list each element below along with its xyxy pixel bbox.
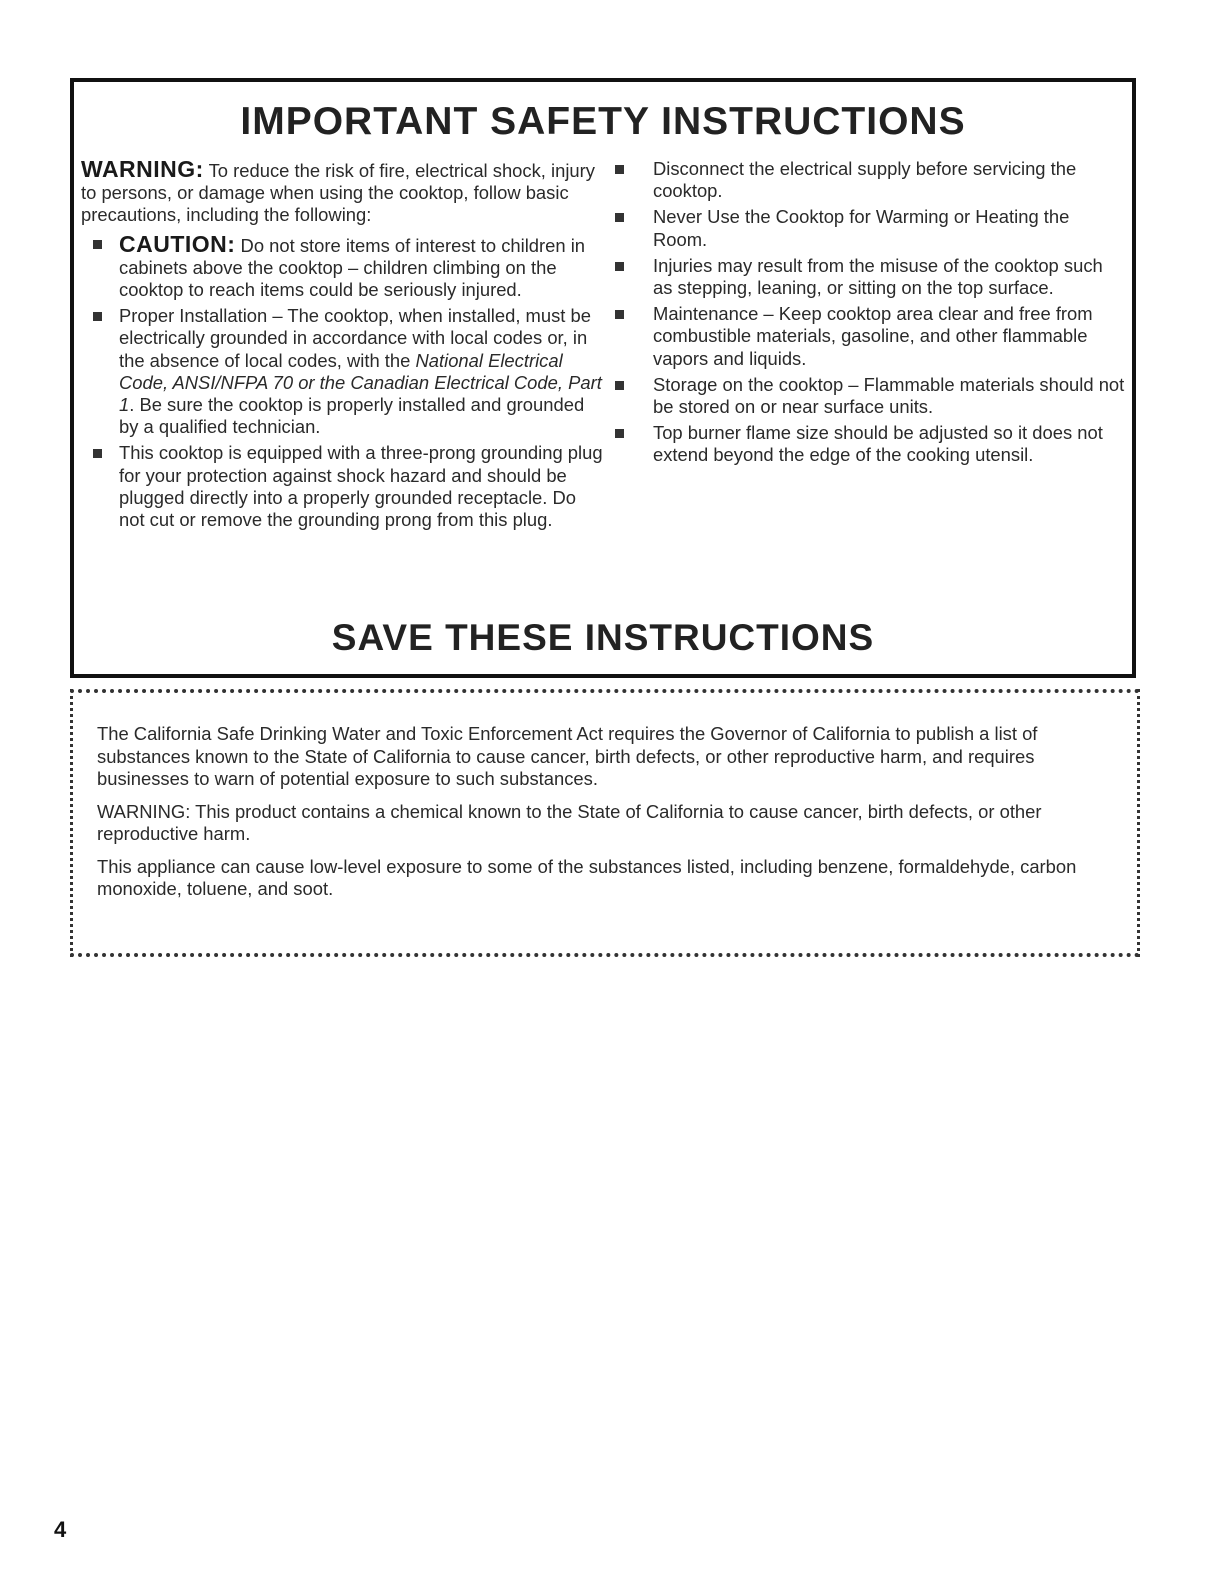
proper-installation-item — [81, 305, 606, 438]
caution-item — [81, 230, 606, 302]
square-bullet-icon — [93, 312, 102, 321]
three-prong-item — [81, 442, 606, 531]
square-bullet-icon — [615, 213, 624, 222]
california-warning-paragraph: WARNING: This product contains a chemical known to the State of California to cause cancer, birth defects, or other reproductive harm. — [97, 800, 1042, 844]
list-item — [615, 206, 1125, 250]
safety-instructions-box — [70, 78, 1136, 678]
proper-installation-text-a: Proper Installation – The cooktop, when installed, must be electrically grounded in accordance with local codes or, in the absence of local codes, with the — [119, 305, 591, 371]
three-prong-text: This cooktop is equipped with a three-prong grounding plug for your protection against shock hazard and should be plugged directly into a properly grounded receptacle. Do not cut or remove the grounding prong from this plug. — [119, 442, 603, 531]
square-bullet-icon — [615, 165, 624, 174]
proper-installation-text-b: . Be sure the cooktop is properly installed and grounded by a qualified technician. — [119, 394, 585, 438]
list-item-text: Disconnect the electrical supply before servicing the cooktop. — [653, 158, 1077, 202]
list-item — [615, 255, 1125, 299]
list-item-text: Injuries may result from the misuse of the cooktop such as stepping, leaning, or sitting on the top surface. — [653, 254, 1103, 299]
california-paragraph-1: The California Safe Drinking Water and Toxic Enforcement Act requires the Governor of California to publish a list of substances known to the State of California to cause cancer, birth defects, or other reproductive harm, and requires businesses to warn of potential exposure to such substances. — [97, 723, 1038, 789]
list-item-text: Maintenance – Keep cooktop area clear and free from combustible materials, gasoline, and other flammable vapors and liquids. — [653, 303, 1093, 369]
caution-label: CAUTION: — [119, 230, 236, 257]
warning-paragraph — [81, 158, 606, 227]
square-bullet-icon — [615, 381, 624, 390]
california-prop65-box — [70, 689, 1140, 957]
safety-left-column — [81, 158, 606, 535]
save-instructions-title: SAVE THESE INSTRUCTIONS — [331, 617, 875, 658]
list-item-text: Never Use the Cooktop for Warming or Heating the Room. — [653, 206, 1070, 250]
california-notice-text — [97, 723, 1127, 911]
square-bullet-icon — [615, 310, 624, 319]
list-item-text: Storage on the cooktop – Flammable materials should not be stored on or near surface units. — [653, 373, 1125, 418]
list-item — [615, 303, 1125, 370]
square-bullet-icon — [93, 449, 102, 458]
electrical-code-reference: National Electrical Code, ANSI/NFPA 70 or the Canadian Electrical Code, Part 1 — [119, 349, 602, 416]
list-item-text: Top burner flame size should be adjusted so it does not extend beyond the edge of the cooking utensil. — [653, 422, 1103, 466]
list-item — [615, 158, 1125, 202]
list-item — [615, 374, 1125, 418]
warning-text: To reduce the risk of fire, electrical shock, injury to persons, or damage when using the cooktop, follow basic precautions, including the following: — [81, 160, 595, 226]
square-bullet-icon — [615, 262, 624, 271]
list-item — [615, 422, 1125, 466]
safety-right-column — [615, 158, 1125, 471]
square-bullet-icon — [93, 240, 102, 249]
safety-title: IMPORTANT SAFETY INSTRUCTIONS — [240, 100, 966, 143]
caution-text: Do not store items of interest to children in cabinets above the cooktop – children climbing on the cooktop to reach items could be seriously injured. — [119, 234, 586, 301]
warning-label: WARNING: — [81, 156, 204, 182]
square-bullet-icon — [615, 429, 624, 438]
california-paragraph-3: This appliance can cause low-level exposure to some of the substances listed, including benzene, formaldehyde, carbon monoxide, toluene, and soot. — [97, 855, 1077, 899]
page-number: 4 — [54, 1517, 67, 1542]
